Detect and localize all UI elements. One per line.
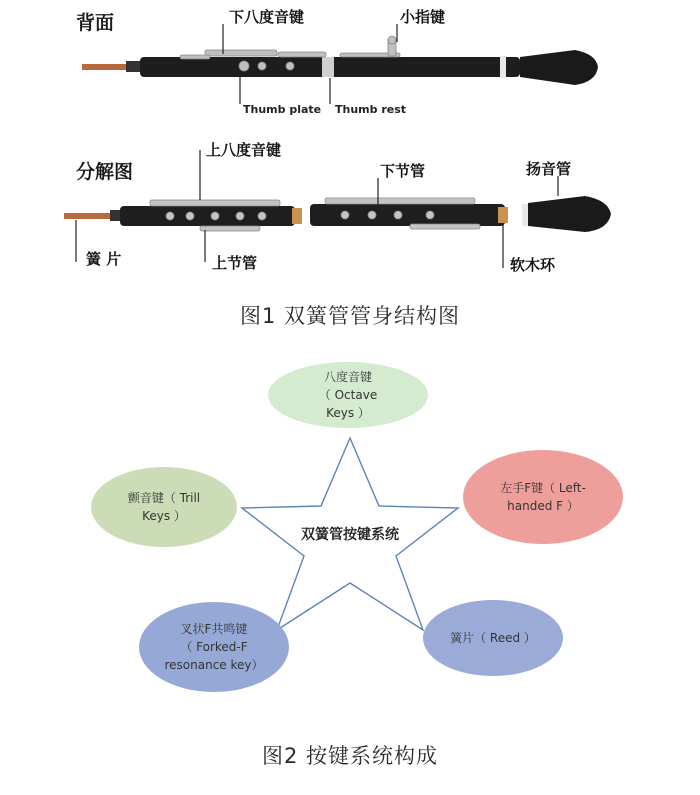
section-exploded-title: 分解图 — [76, 161, 134, 183]
label-upper-octave-key: 上八度音键 — [206, 141, 282, 159]
node-trill-keys-label: 颤音键（ Trill Keys ） — [127, 491, 201, 523]
label-lower-octave-key: 下八度音键 — [229, 8, 305, 26]
node-trill-keys — [91, 467, 237, 547]
node-forked-f-resonance — [139, 602, 289, 692]
star-center-label: 双簧管按键系统 — [301, 527, 399, 543]
label-thumb-plate: Thumb plate — [243, 103, 322, 116]
node-reed — [423, 600, 563, 676]
label-bell: 扬音管 — [526, 160, 572, 178]
section-back-title: 背面 — [76, 12, 115, 34]
figure1-caption: 图1 双簧管管身结构图 — [239, 304, 461, 328]
label-upper-joint: 上节管 — [212, 254, 258, 272]
node-forked-f-resonance-label: 叉状F共鸣键 （ Forked-F resonance key） — [164, 622, 264, 672]
label-reed: 簧 片 — [86, 250, 122, 268]
node-left-handed-f-label: 左手F键（ Left- handed F ） — [500, 481, 586, 513]
node-reed-label: 簧片（ Reed ） — [450, 631, 536, 645]
figure2-caption: 图2 按键系统构成 — [261, 744, 439, 768]
node-octave-keys-label: 八度音键 （ Octave Keys ） — [318, 370, 378, 420]
label-lower-joint: 下节管 — [380, 162, 426, 180]
label-thumb-rest: Thumb rest — [335, 103, 407, 116]
label-cork-ring: 软木环 — [510, 256, 556, 274]
label-little-finger-key: 小指键 — [400, 8, 446, 26]
node-octave-keys — [268, 362, 428, 428]
node-left-handed-f — [463, 450, 623, 544]
